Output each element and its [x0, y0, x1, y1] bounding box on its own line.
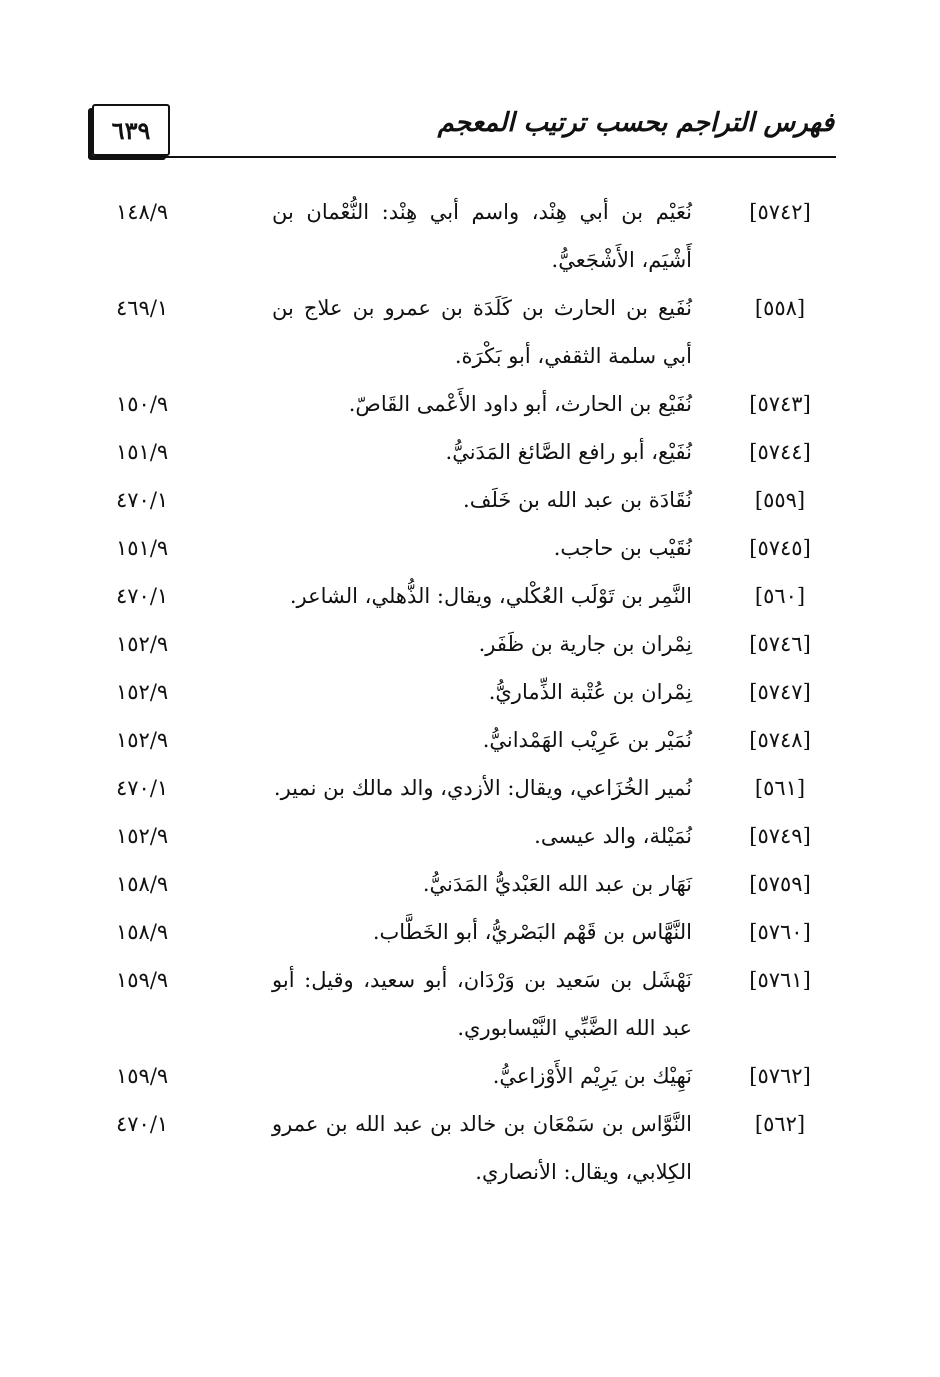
index-entry [0, 668, 940, 716]
entry-name: نُفَيع بن الحارث بن كَلَدَة بن عمرو بن علاج بن أبي سلمة الثقفي، أبو بَكْرَة. [272, 296, 692, 368]
index-entry [0, 908, 940, 956]
entry-number: [٥٦٠] [754, 584, 806, 608]
index-entry [0, 764, 940, 812]
entry-number: [٥٥٨] [754, 296, 806, 320]
entry-reference: ١٥٢/٩ [116, 680, 169, 704]
index-entry [0, 716, 940, 764]
index-entry [0, 380, 940, 428]
entry-name: نَهِيْك بن يَرِيْم الأَوْزاعيُّ. [492, 1064, 692, 1088]
page-title: فهرس التراجم بحسب ترتيب المعجم [437, 108, 834, 138]
entry-number: [٥٧٤٦] [749, 632, 811, 656]
entry-name: النَّهَّاس بن قَهْم البَصْريُّ، أبو الخَطَّاب. [372, 920, 692, 944]
entry-name: نَهْشَل بن سَعيد بن وَرْدَان، أبو سعيد، وقيل: أبو عبد الله الضَّبِّي النَّيْسابوري. [272, 968, 692, 1040]
index-entry [0, 284, 940, 380]
entry-reference: ١٥٩/٩ [116, 1064, 169, 1088]
entry-reference: ٤٧٠/١ [116, 776, 169, 800]
entry-reference: ١٥٢/٩ [116, 728, 169, 752]
index-entry [0, 860, 940, 908]
entry-number: [٥٧٤٩] [749, 824, 811, 848]
entry-number: [٥٧٤٢] [749, 200, 811, 224]
page-header [88, 100, 836, 158]
entry-number: [٥٦١] [754, 776, 806, 800]
entry-name: النَّوَّاس بن سَمْعَان بن خالد بن عبد الله بن عمرو الكِلابي، ويقال: الأنصاري. [272, 1112, 692, 1184]
index-entry [0, 812, 940, 860]
entry-name: نُمَيْر بن عَرِيْب الهَمْدانيُّ. [482, 728, 692, 752]
index-entry [0, 428, 940, 476]
entry-name: نُفَيْع، أبو رافع الصَّائغ المَدَنيُّ. [445, 440, 692, 464]
index-entry [0, 1052, 940, 1100]
entry-reference: ١٥٠/٩ [116, 392, 169, 416]
entry-name: نَهَار بن عبد الله العَبْديُّ المَدَنيُّ. [422, 872, 692, 896]
entry-reference: ١٤٨/٩ [116, 200, 169, 224]
entry-reference: ١٥١/٩ [116, 536, 169, 560]
entry-number: [٥٧٤٣] [749, 392, 811, 416]
entry-reference: ١٥١/٩ [116, 440, 169, 464]
index-entry [0, 524, 940, 572]
header-rule [88, 156, 836, 158]
entry-reference: ١٥٢/٩ [116, 824, 169, 848]
index-entry [0, 620, 940, 668]
page-number: ٦٣٩ [92, 104, 170, 156]
entry-reference: ٤٦٩/١ [116, 296, 169, 320]
entry-reference: ٤٧٠/١ [116, 584, 169, 608]
entry-number: [٥٦٢] [754, 1112, 806, 1136]
entry-reference: ١٥٨/٩ [116, 872, 169, 896]
entry-number: [٥٧٤٥] [749, 536, 811, 560]
entry-number: [٥٧٦٢] [749, 1064, 811, 1088]
entry-reference: ١٥٢/٩ [116, 632, 169, 656]
entry-name: نُفَيْع بن الحارث، أبو داود الأَعْمى القَاصّ. [348, 392, 692, 416]
entry-reference: ٤٧٠/١ [116, 488, 169, 512]
entry-reference: ١٥٩/٩ [116, 968, 169, 992]
index-entry [0, 1100, 940, 1196]
entry-number: [٥٧٦١] [749, 968, 811, 992]
entry-number: [٥٧٤٧] [749, 680, 811, 704]
entry-number: [٥٧٤٤] [749, 440, 811, 464]
entry-name: نُعَيْم بن أبي هِنْد، واسم أبي هِنْد: النُّعْمان بن أَشْيَم، الأَشْجَعيُّ. [272, 200, 692, 272]
entry-number: [٥٧٤٨] [749, 728, 811, 752]
entry-reference: ١٥٨/٩ [116, 920, 169, 944]
entry-number: [٥٧٥٩] [749, 872, 811, 896]
entry-name: النَّمِر بن تَوْلَب العُكْلي، ويقال: الذُّهلي، الشاعر. [289, 584, 692, 608]
index-entry [0, 476, 940, 524]
entry-name: نُمير الخُزَاعي، ويقال: الأزدي، والد مالك بن نمير. [273, 776, 692, 800]
index-entry [0, 572, 940, 620]
entry-name: نُمَيْلة، والد عيسى. [534, 824, 692, 848]
entry-name: نُقَيْب بن حاجب. [553, 536, 692, 560]
entry-name: نِمْران بن عُتْبة الذِّماريُّ. [488, 680, 692, 704]
entry-number: [٥٥٩] [754, 488, 806, 512]
index-entry [0, 188, 940, 284]
entry-number: [٥٧٦٠] [749, 920, 811, 944]
entry-name: نُقَادَة بن عبد الله بن خَلَف. [463, 488, 692, 512]
entry-reference: ٤٧٠/١ [116, 1112, 169, 1136]
biography-index-list [0, 188, 940, 1196]
entry-name: نِمْران بن جارية بن ظَفَر. [478, 632, 692, 656]
index-entry [0, 956, 940, 1052]
